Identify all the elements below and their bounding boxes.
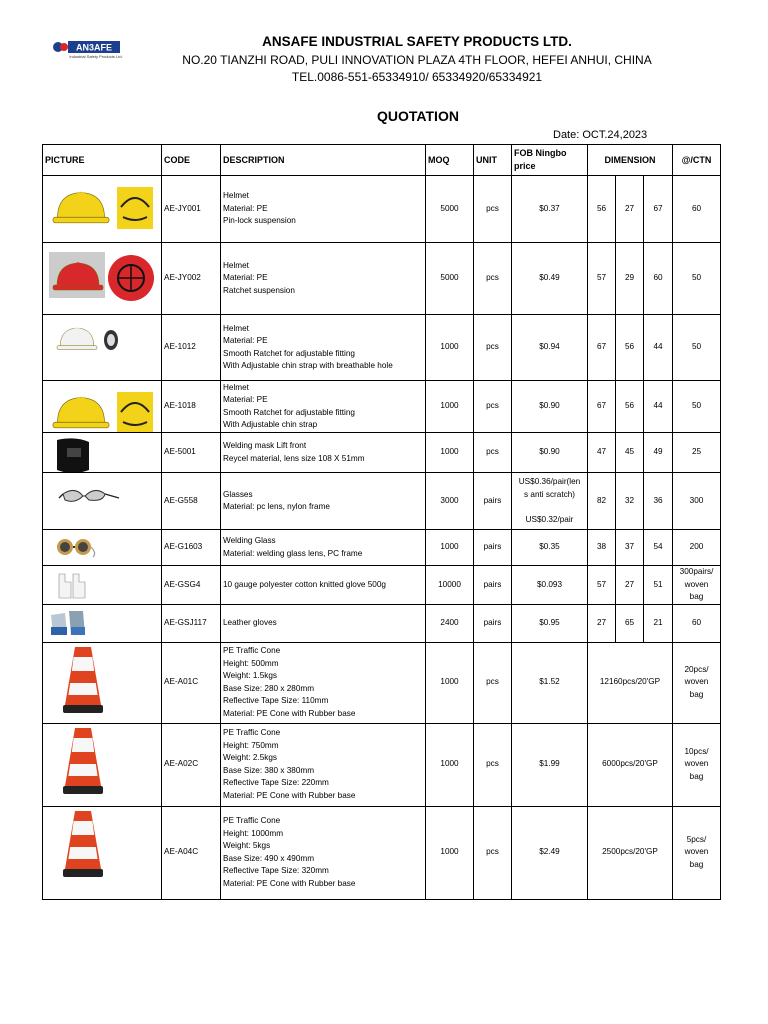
product-dimension-width: 29 — [616, 243, 644, 315]
product-unit: pcs — [474, 381, 512, 433]
product-dimension-length: 38 — [588, 530, 616, 566]
product-description: Glasses Material: pc lens, nylon frame — [221, 473, 426, 530]
company-telephone: TEL.0086-551-65334910/ 65334920/65334921 — [291, 70, 543, 84]
column-header-picture: PICTURE — [43, 145, 162, 176]
product-unit: pairs — [474, 566, 512, 605]
product-code: AE-JY001 — [162, 176, 221, 243]
product-dimension-length: 56 — [588, 176, 616, 243]
product-dimension-length: 67 — [588, 381, 616, 433]
product-dimension-length: 67 — [588, 315, 616, 381]
product-unit: pcs — [474, 176, 512, 243]
column-header-code: CODE — [162, 145, 221, 176]
product-moq: 1000 — [426, 642, 474, 723]
product-per-carton: 60 — [673, 604, 721, 642]
product-dimension-length: 57 — [588, 243, 616, 315]
product-code: AE-G1603 — [162, 530, 221, 566]
product-per-carton: 300 — [673, 473, 721, 530]
product-per-carton: 60 — [673, 176, 721, 243]
product-description: Helmet Material: PE Ratchet suspension — [221, 243, 426, 315]
product-dimension-length: 57 — [588, 566, 616, 605]
product-moq: 1000 — [426, 530, 474, 566]
knitted-glove-icon — [45, 568, 159, 602]
product-price: $0.90 — [512, 381, 588, 433]
product-picture — [43, 381, 162, 433]
product-picture — [43, 642, 162, 723]
product-dimension-height: 44 — [644, 315, 673, 381]
welding-glass-icon — [45, 531, 159, 565]
quotation-table — [42, 144, 721, 900]
product-description: Helmet Material: PE Smooth Ratchet for adjustable fitting With Adjustable chin strap — [221, 381, 426, 433]
product-unit: pcs — [474, 433, 512, 473]
quotation-date: Date: OCT.24,2023 — [553, 129, 648, 141]
product-per-carton: 10pcs/ woven bag — [673, 723, 721, 806]
product-moq: 1000 — [426, 433, 474, 473]
table-row — [43, 473, 721, 530]
red-helmet-icon — [45, 244, 159, 314]
white-helmet-icon — [45, 316, 159, 380]
column-header-moq: MOQ — [426, 145, 474, 176]
product-dimension-height: 36 — [644, 473, 673, 530]
product-dimension-width: 65 — [616, 604, 644, 642]
table-row — [43, 566, 721, 605]
product-price: $0.093 — [512, 566, 588, 605]
product-picture — [43, 243, 162, 315]
product-moq: 1000 — [426, 381, 474, 433]
product-unit: pairs — [474, 530, 512, 566]
product-picture — [43, 566, 162, 605]
product-description: Helmet Material: PE Pin-lock suspension — [221, 176, 426, 243]
product-price: $1.99 — [512, 723, 588, 806]
product-moq: 3000 — [426, 473, 474, 530]
product-dimension: 2500pcs/20'GP — [588, 806, 673, 899]
product-price: $0.95 — [512, 604, 588, 642]
product-unit: pcs — [474, 315, 512, 381]
product-moq: 10000 — [426, 566, 474, 605]
product-code: AE-A01C — [162, 642, 221, 723]
table-header-row — [43, 145, 721, 176]
svg-text:Industrial Safety Products Ltd: Industrial Safety Products Ltd. — [69, 54, 123, 59]
product-dimension-width: 27 — [616, 176, 644, 243]
product-dimension-length: 27 — [588, 604, 616, 642]
product-description: PE Traffic Cone Height: 750mm Weight: 2.5kgs Base Size: 380 x 380mm Reflective Tape Size: 220mm Material: PE Cone with Rubber base — [221, 723, 426, 806]
product-description: Welding mask Lift front Reycel material, lens size 108 X 51mm — [221, 433, 426, 473]
table-row — [43, 433, 721, 473]
product-per-carton: 200 — [673, 530, 721, 566]
column-header-price: FOB Ningbo price — [512, 145, 588, 176]
product-code: AE-GSG4 — [162, 566, 221, 605]
table-row — [43, 723, 721, 806]
table-row — [43, 806, 721, 899]
company-address: NO.20 TIANZHI ROAD, PULI INNOVATION PLAZA 4TH FLOOR, HEFEI ANHUI, CHINA — [182, 53, 652, 67]
table-row — [43, 381, 721, 433]
product-picture — [43, 723, 162, 806]
product-dimension-width: 27 — [616, 566, 644, 605]
column-header-dimension: DIMENSION — [588, 145, 673, 176]
product-unit: pcs — [474, 243, 512, 315]
product-per-carton: 20pcs/ woven bag — [673, 642, 721, 723]
column-header-description: DESCRIPTION — [221, 145, 426, 176]
table-row — [43, 176, 721, 243]
product-picture — [43, 315, 162, 381]
product-unit: pairs — [474, 473, 512, 530]
product-per-carton: 25 — [673, 433, 721, 473]
product-moq: 2400 — [426, 604, 474, 642]
product-picture — [43, 604, 162, 642]
product-unit: pcs — [474, 806, 512, 899]
product-code: AE-A02C — [162, 723, 221, 806]
product-description: PE Traffic Cone Height: 500mm Weight: 1.5kgs Base Size: 280 x 280mm Reflective Tape Size: 110mm Material: PE Cone with Rubber base — [221, 642, 426, 723]
product-dimension-width: 32 — [616, 473, 644, 530]
product-description: 10 gauge polyester cotton knitted glove 500g — [221, 566, 426, 605]
traffic-cone-icon — [45, 643, 159, 722]
product-description: Helmet Material: PE Smooth Ratchet for adjustable fitting With Adjustable chin strap with breathable hole — [221, 315, 426, 381]
product-dimension-height: 51 — [644, 566, 673, 605]
product-description: Leather gloves — [221, 604, 426, 642]
yellow-helmet-icon — [45, 382, 159, 432]
product-per-carton: 50 — [673, 243, 721, 315]
table-row — [43, 315, 721, 381]
column-header-unit: UNIT — [474, 145, 512, 176]
table-row — [43, 604, 721, 642]
table-row — [43, 530, 721, 566]
product-dimension-height: 60 — [644, 243, 673, 315]
product-price: $2.49 — [512, 806, 588, 899]
glasses-icon — [45, 474, 159, 529]
traffic-cone-icon — [45, 807, 159, 898]
column-header-ctn: @/CTN — [673, 145, 721, 176]
product-moq: 5000 — [426, 176, 474, 243]
product-price: $0.49 — [512, 243, 588, 315]
product-code: AE-G558 — [162, 473, 221, 530]
product-per-carton: 300pairs/ woven bag — [673, 566, 721, 605]
leather-glove-icon — [45, 605, 159, 641]
product-picture — [43, 433, 162, 473]
product-code: AE-GSJ117 — [162, 604, 221, 642]
product-unit: pcs — [474, 642, 512, 723]
product-picture — [43, 473, 162, 530]
product-dimension-width: 56 — [616, 315, 644, 381]
svg-text:AN3AFE: AN3AFE — [75, 42, 113, 53]
product-code: AE-A04C — [162, 806, 221, 899]
product-dimension-width: 56 — [616, 381, 644, 433]
product-moq: 1000 — [426, 315, 474, 381]
page-title: QUOTATION — [377, 108, 459, 124]
product-code: AE-5001 — [162, 433, 221, 473]
product-dimension-height: 49 — [644, 433, 673, 473]
traffic-cone-icon — [45, 724, 159, 805]
product-dimension-height: 67 — [644, 176, 673, 243]
product-dimension-length: 47 — [588, 433, 616, 473]
product-description: PE Traffic Cone Height: 1000mm Weight: 5kgs Base Size: 490 x 490mm Reflective Tape Size: 320mm Material: PE Cone with Rubber base — [221, 806, 426, 899]
product-code: AE-1012 — [162, 315, 221, 381]
product-price: $0.94 — [512, 315, 588, 381]
product-dimension-height: 54 — [644, 530, 673, 566]
product-description: Welding Glass Material: welding glass lens, PC frame — [221, 530, 426, 566]
product-price: $1.52 — [512, 642, 588, 723]
product-price: US$0.36/pair(len s anti scratch) US$0.32/pair — [512, 473, 588, 530]
product-unit: pairs — [474, 604, 512, 642]
product-unit: pcs — [474, 723, 512, 806]
yellow-helmet-icon — [45, 177, 159, 242]
product-moq: 1000 — [426, 806, 474, 899]
company-name: ANSAFE INDUSTRIAL SAFETY PRODUCTS LTD. — [262, 34, 572, 49]
table-row — [43, 642, 721, 723]
product-dimension-width: 45 — [616, 433, 644, 473]
product-picture — [43, 806, 162, 899]
product-dimension-width: 37 — [616, 530, 644, 566]
product-per-carton: 50 — [673, 315, 721, 381]
product-price: $0.37 — [512, 176, 588, 243]
product-picture — [43, 176, 162, 243]
product-moq: 5000 — [426, 243, 474, 315]
table-row — [43, 243, 721, 315]
product-code: AE-JY002 — [162, 243, 221, 315]
product-code: AE-1018 — [162, 381, 221, 433]
product-price: $0.35 — [512, 530, 588, 566]
product-dimension: 6000pcs/20'GP — [588, 723, 673, 806]
product-dimension: 12160pcs/20'GP — [588, 642, 673, 723]
product-dimension-length: 82 — [588, 473, 616, 530]
welding-mask-icon — [45, 434, 159, 472]
product-price: $0.90 — [512, 433, 588, 473]
product-dimension-height: 44 — [644, 381, 673, 433]
product-per-carton: 50 — [673, 381, 721, 433]
product-per-carton: 5pcs/ woven bag — [673, 806, 721, 899]
product-moq: 1000 — [426, 723, 474, 806]
product-picture — [43, 530, 162, 566]
product-dimension-height: 21 — [644, 604, 673, 642]
